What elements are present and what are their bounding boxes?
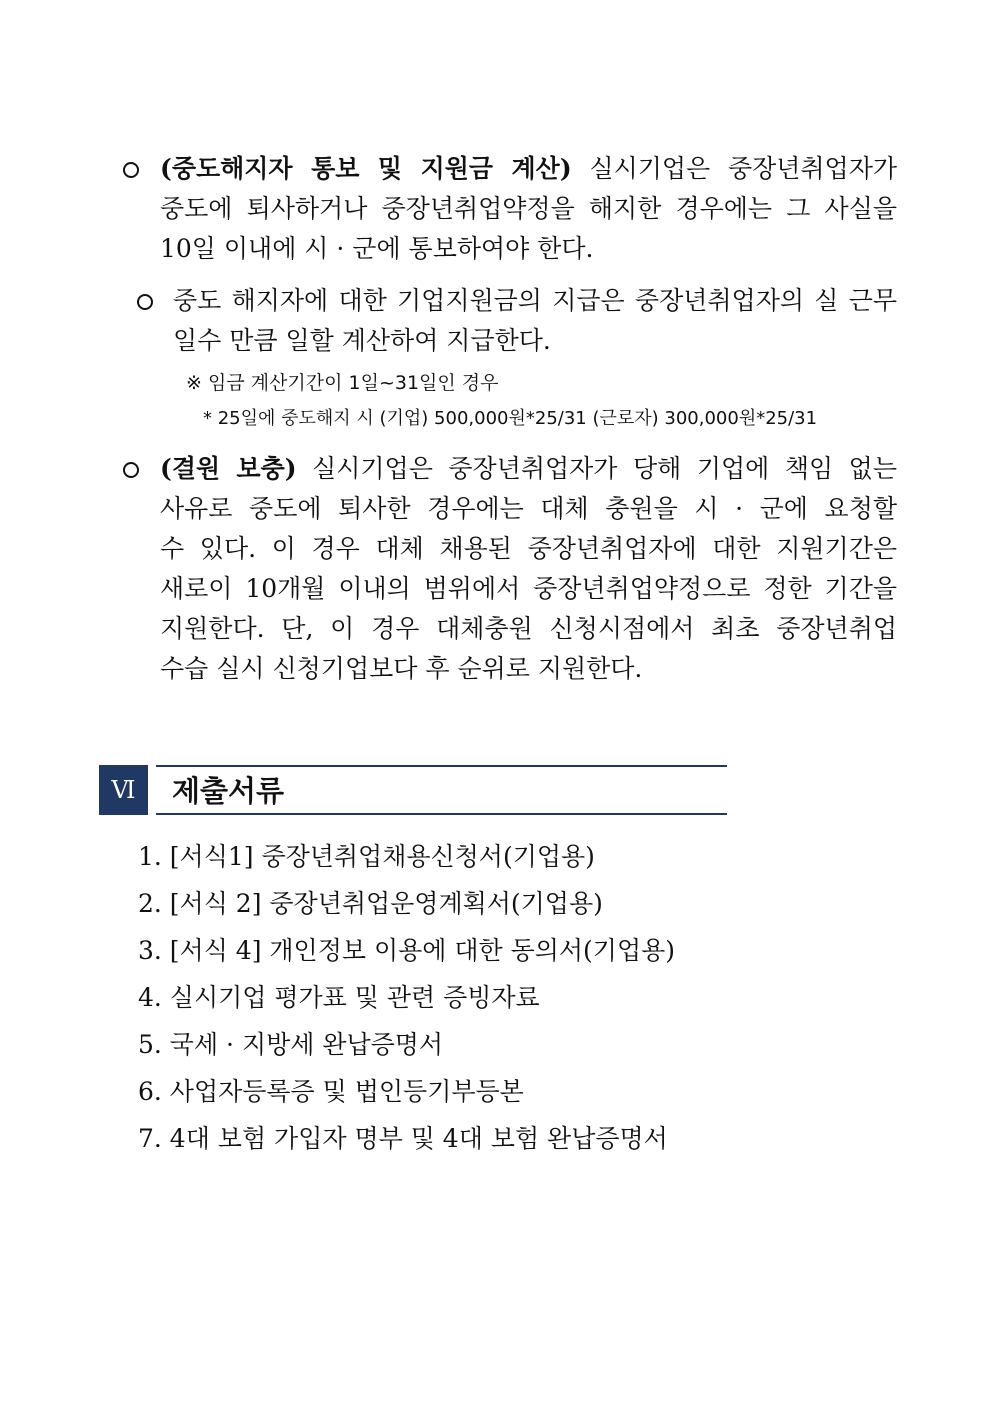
para1-line1 bbox=[160, 149, 897, 185]
bullet-circle-icon bbox=[123, 462, 139, 478]
calc-example: * 25일에 중도해지 시 (기업) 500,000원*25/31 (근로자) 300,000원*25/31 bbox=[203, 408, 818, 429]
para3-line1 bbox=[160, 449, 897, 485]
chapter-number-badge: Ⅵ bbox=[99, 765, 148, 815]
document-item: 2. [서식 2] 중장년취업운영계획서(기업용) bbox=[138, 889, 603, 918]
para1-line2: 중도에 퇴사하거나 중장년취업약정을 해지한 경우에는 그 사실을 bbox=[160, 194, 897, 223]
para2-line2: 일수 만큼 일할 계산하여 지급한다. bbox=[173, 326, 551, 355]
para3-heading: (결원 보충) bbox=[160, 454, 297, 483]
para3-line6: 수습 실시 신청기업보다 후 순위로 지원한다. bbox=[160, 654, 643, 683]
document-item: 7. 4대 보험 가입자 명부 및 4대 보험 완납증명서 bbox=[138, 1124, 668, 1153]
para3-line5: 지원한다. 단, 이 경우 대체충원 신청시점에서 최초 중장년취업 bbox=[160, 614, 897, 643]
calc-note: ※ 임금 계산기간이 1일~31일인 경우 bbox=[186, 372, 499, 394]
para1-heading: (중도해지자 통보 및 지원금 계산) bbox=[160, 154, 572, 183]
document-item: 5. 국세 · 지방세 완납증명서 bbox=[138, 1030, 444, 1059]
para1-line3: 10일 이내에 시 · 군에 통보하여야 한다. bbox=[160, 234, 594, 263]
para3-line4: 새로이 10개월 이내의 범위에서 중장년취업약정으로 정한 기간을 bbox=[160, 574, 897, 603]
para3-text: 실시기업은 중장년취업자가 당해 기업에 책임 없는 bbox=[312, 454, 897, 483]
chapter-title: 제출서류 bbox=[172, 774, 285, 808]
chapter-top-rule bbox=[156, 765, 727, 767]
para2-line1: 중도 해지자에 대한 기업지원금의 지급은 중장년취업자의 실 근무 bbox=[173, 286, 897, 315]
para3-line2: 사유로 중도에 퇴사한 경우에는 대체 충원을 시 · 군에 요청할 bbox=[160, 494, 897, 523]
document-item: 4. 실시기업 평가표 및 관련 증빙자료 bbox=[138, 983, 540, 1012]
document-item: 1. [서식1] 중장년취업채용신청서(기업용) bbox=[138, 842, 595, 871]
para1-text: 실시기업은 중장년취업자가 bbox=[589, 154, 897, 183]
bullet-circle-icon bbox=[137, 294, 153, 310]
bullet-circle-icon bbox=[123, 162, 139, 178]
para3-line3: 수 있다. 이 경우 대체 채용된 중장년취업자에 대한 지원기간은 bbox=[160, 534, 897, 563]
document-item: 3. [서식 4] 개인정보 이용에 대한 동의서(기업용) bbox=[138, 936, 676, 965]
document-item: 6. 사업자등록증 및 법인등기부등본 bbox=[138, 1077, 524, 1106]
chapter-bottom-rule bbox=[156, 813, 727, 815]
